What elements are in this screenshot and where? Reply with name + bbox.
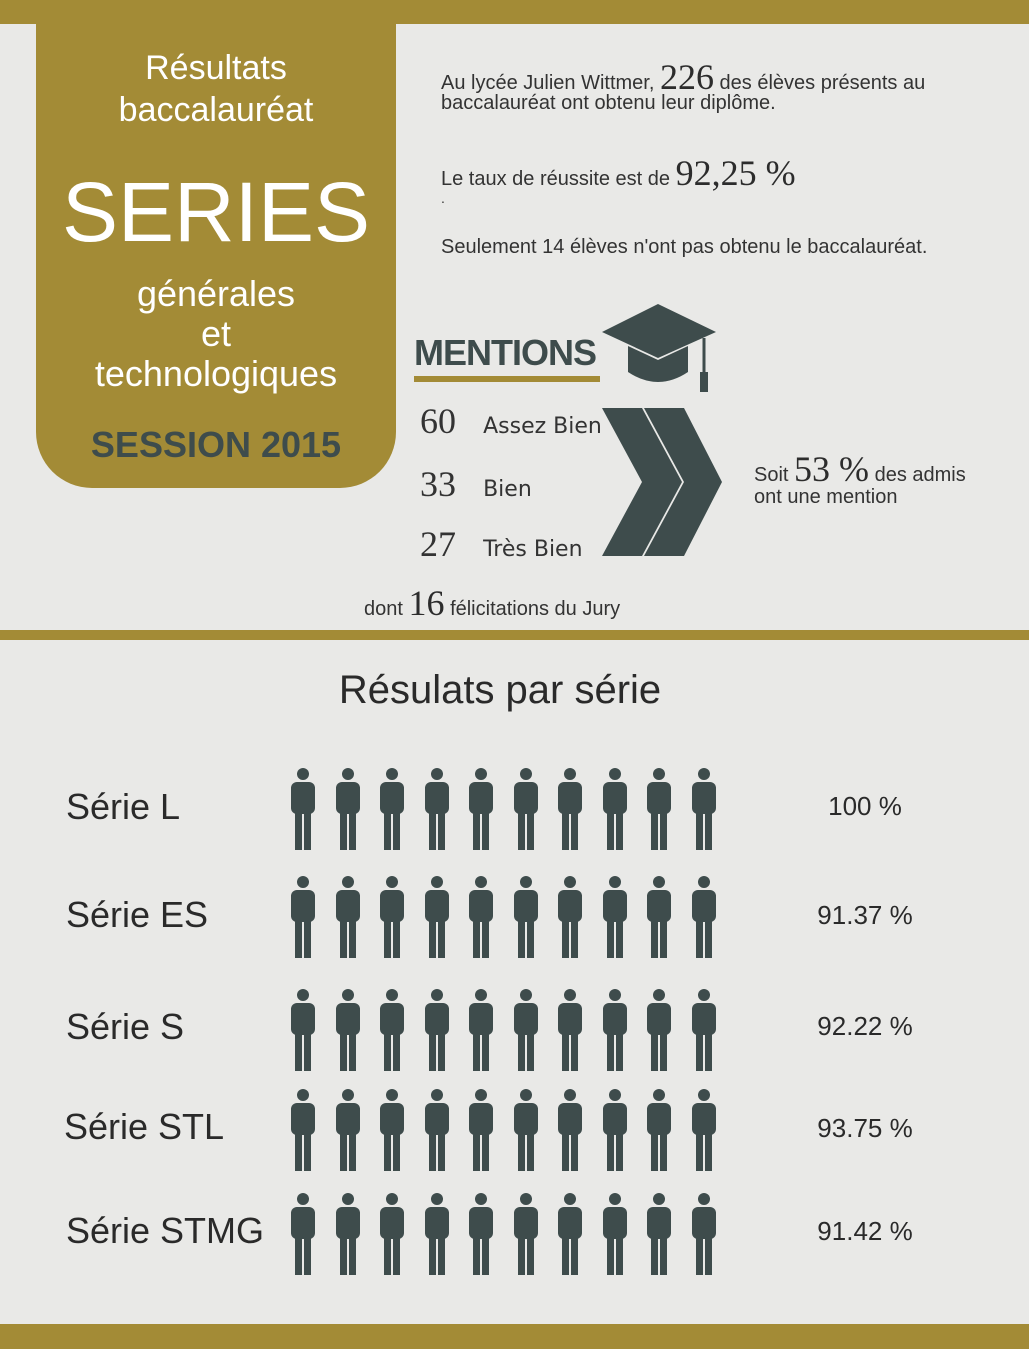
serie-label: Série STMG [66, 1210, 265, 1251]
serie-label: Série ES [66, 894, 209, 935]
intro-rate: 92,25 % [675, 153, 796, 193]
person-icon [689, 768, 719, 852]
serie-pct: 91.42 % [817, 1216, 913, 1246]
person-icon [288, 989, 318, 1073]
hero-sub-line2: et [200, 313, 232, 354]
mention-label: Assez Bien [483, 414, 602, 439]
person-icon [689, 1193, 719, 1277]
person-icon [288, 768, 318, 852]
graduation-cap-icon [600, 300, 718, 395]
summary-before: Soit [754, 464, 789, 486]
person-icon [333, 876, 363, 960]
people-row [288, 1193, 728, 1277]
person-icon [466, 989, 496, 1073]
person-icon [377, 876, 407, 960]
person-icon [511, 1193, 541, 1277]
hero-title-line2: baccalauréat [118, 91, 314, 129]
intro-dot: . [441, 190, 445, 206]
serie-label: Série S [66, 1006, 185, 1047]
person-icon [288, 1193, 318, 1277]
felicitations-line [364, 582, 620, 624]
person-icon [689, 1089, 719, 1173]
mention-num: 33 [420, 464, 456, 504]
bottom-band [0, 1324, 1029, 1349]
person-icon [600, 1089, 630, 1173]
person-icon [644, 989, 674, 1073]
serie-pct: 92.22 % [817, 1011, 913, 1041]
person-icon [555, 876, 585, 960]
hero-panel [36, 24, 396, 488]
mention-label: Bien [483, 477, 532, 502]
mention-num: 60 [420, 401, 456, 441]
hero-sub-line1: générales [136, 273, 296, 314]
mentions-summary-line1 [754, 448, 966, 490]
top-band [0, 0, 1029, 24]
people-row [288, 876, 728, 960]
people-row [288, 989, 728, 1073]
person-icon [466, 1193, 496, 1277]
person-icon [555, 1193, 585, 1277]
person-icon [422, 989, 452, 1073]
felicitations-after: félicitations du Jury [450, 598, 621, 620]
serie-pct: 100 % [828, 791, 902, 821]
serie-label: Série STL [64, 1106, 225, 1147]
mentions-summary-line2: ont une mention [754, 486, 898, 508]
intro-rate-before: Le taux de réussite est de [441, 168, 671, 190]
person-icon [644, 768, 674, 852]
person-icon [600, 768, 630, 852]
person-icon [600, 989, 630, 1073]
person-icon [511, 876, 541, 960]
serie-pct: 91.37 % [817, 900, 913, 930]
results-title: Résulats par série [338, 668, 662, 712]
person-icon [511, 768, 541, 852]
divider-band [0, 630, 1029, 640]
hero-sub-line3: technologiques [94, 353, 338, 394]
person-icon [466, 1089, 496, 1173]
person-icon [644, 1193, 674, 1277]
felicitations-num: 16 [408, 583, 445, 623]
person-icon [422, 876, 452, 960]
person-icon [422, 1089, 452, 1173]
person-icon [377, 1089, 407, 1173]
person-icon [333, 1089, 363, 1173]
hero-series: SERIES [61, 165, 371, 259]
person-icon [288, 1089, 318, 1173]
mention-num: 27 [420, 524, 456, 564]
intro-line1-before: Au lycée Julien Wittmer, [441, 72, 655, 94]
mention-row-tres-bien [420, 523, 583, 565]
intro-failed: Seulement 14 élèves n'ont pas obtenu le baccalauréat. [441, 236, 928, 258]
summary-pct: 53 % [794, 449, 870, 489]
person-icon [466, 876, 496, 960]
mentions-title: MENTIONS [414, 332, 597, 373]
mentions-underline [414, 376, 600, 382]
summary-after: des admis [874, 464, 966, 486]
intro-line1-after: des élèves présents au [719, 72, 926, 94]
double-chevron-icon [600, 404, 724, 560]
person-icon [466, 768, 496, 852]
person-icon [600, 876, 630, 960]
person-icon [377, 768, 407, 852]
person-icon [511, 989, 541, 1073]
person-icon [644, 876, 674, 960]
person-icon [377, 989, 407, 1073]
people-row [288, 768, 728, 852]
person-icon [555, 768, 585, 852]
serie-pct: 93.75 % [817, 1113, 913, 1143]
person-icon [689, 876, 719, 960]
person-icon [333, 1193, 363, 1277]
person-icon [644, 1089, 674, 1173]
intro-line2: baccalauréat ont obtenu leur diplôme. [441, 92, 776, 114]
person-icon [555, 1089, 585, 1173]
person-icon [422, 768, 452, 852]
person-icon [600, 1193, 630, 1277]
person-icon [333, 768, 363, 852]
person-icon [422, 1193, 452, 1277]
person-icon [288, 876, 318, 960]
hero-session: SESSION 2015 [90, 424, 342, 465]
hero-title-line1: Résultats [145, 49, 287, 87]
person-icon [377, 1193, 407, 1277]
person-icon [511, 1089, 541, 1173]
intro-rate-line [441, 152, 796, 194]
people-row [288, 1089, 728, 1173]
mention-row-bien [420, 463, 532, 505]
felicitations-before: dont [364, 598, 403, 620]
intro-count: 226 [659, 57, 714, 97]
serie-label: Série L [66, 786, 181, 827]
person-icon [333, 989, 363, 1073]
person-icon [689, 989, 719, 1073]
person-icon [555, 989, 585, 1073]
mention-row-assez-bien [420, 400, 602, 442]
mention-label: Très Bien [483, 537, 583, 562]
